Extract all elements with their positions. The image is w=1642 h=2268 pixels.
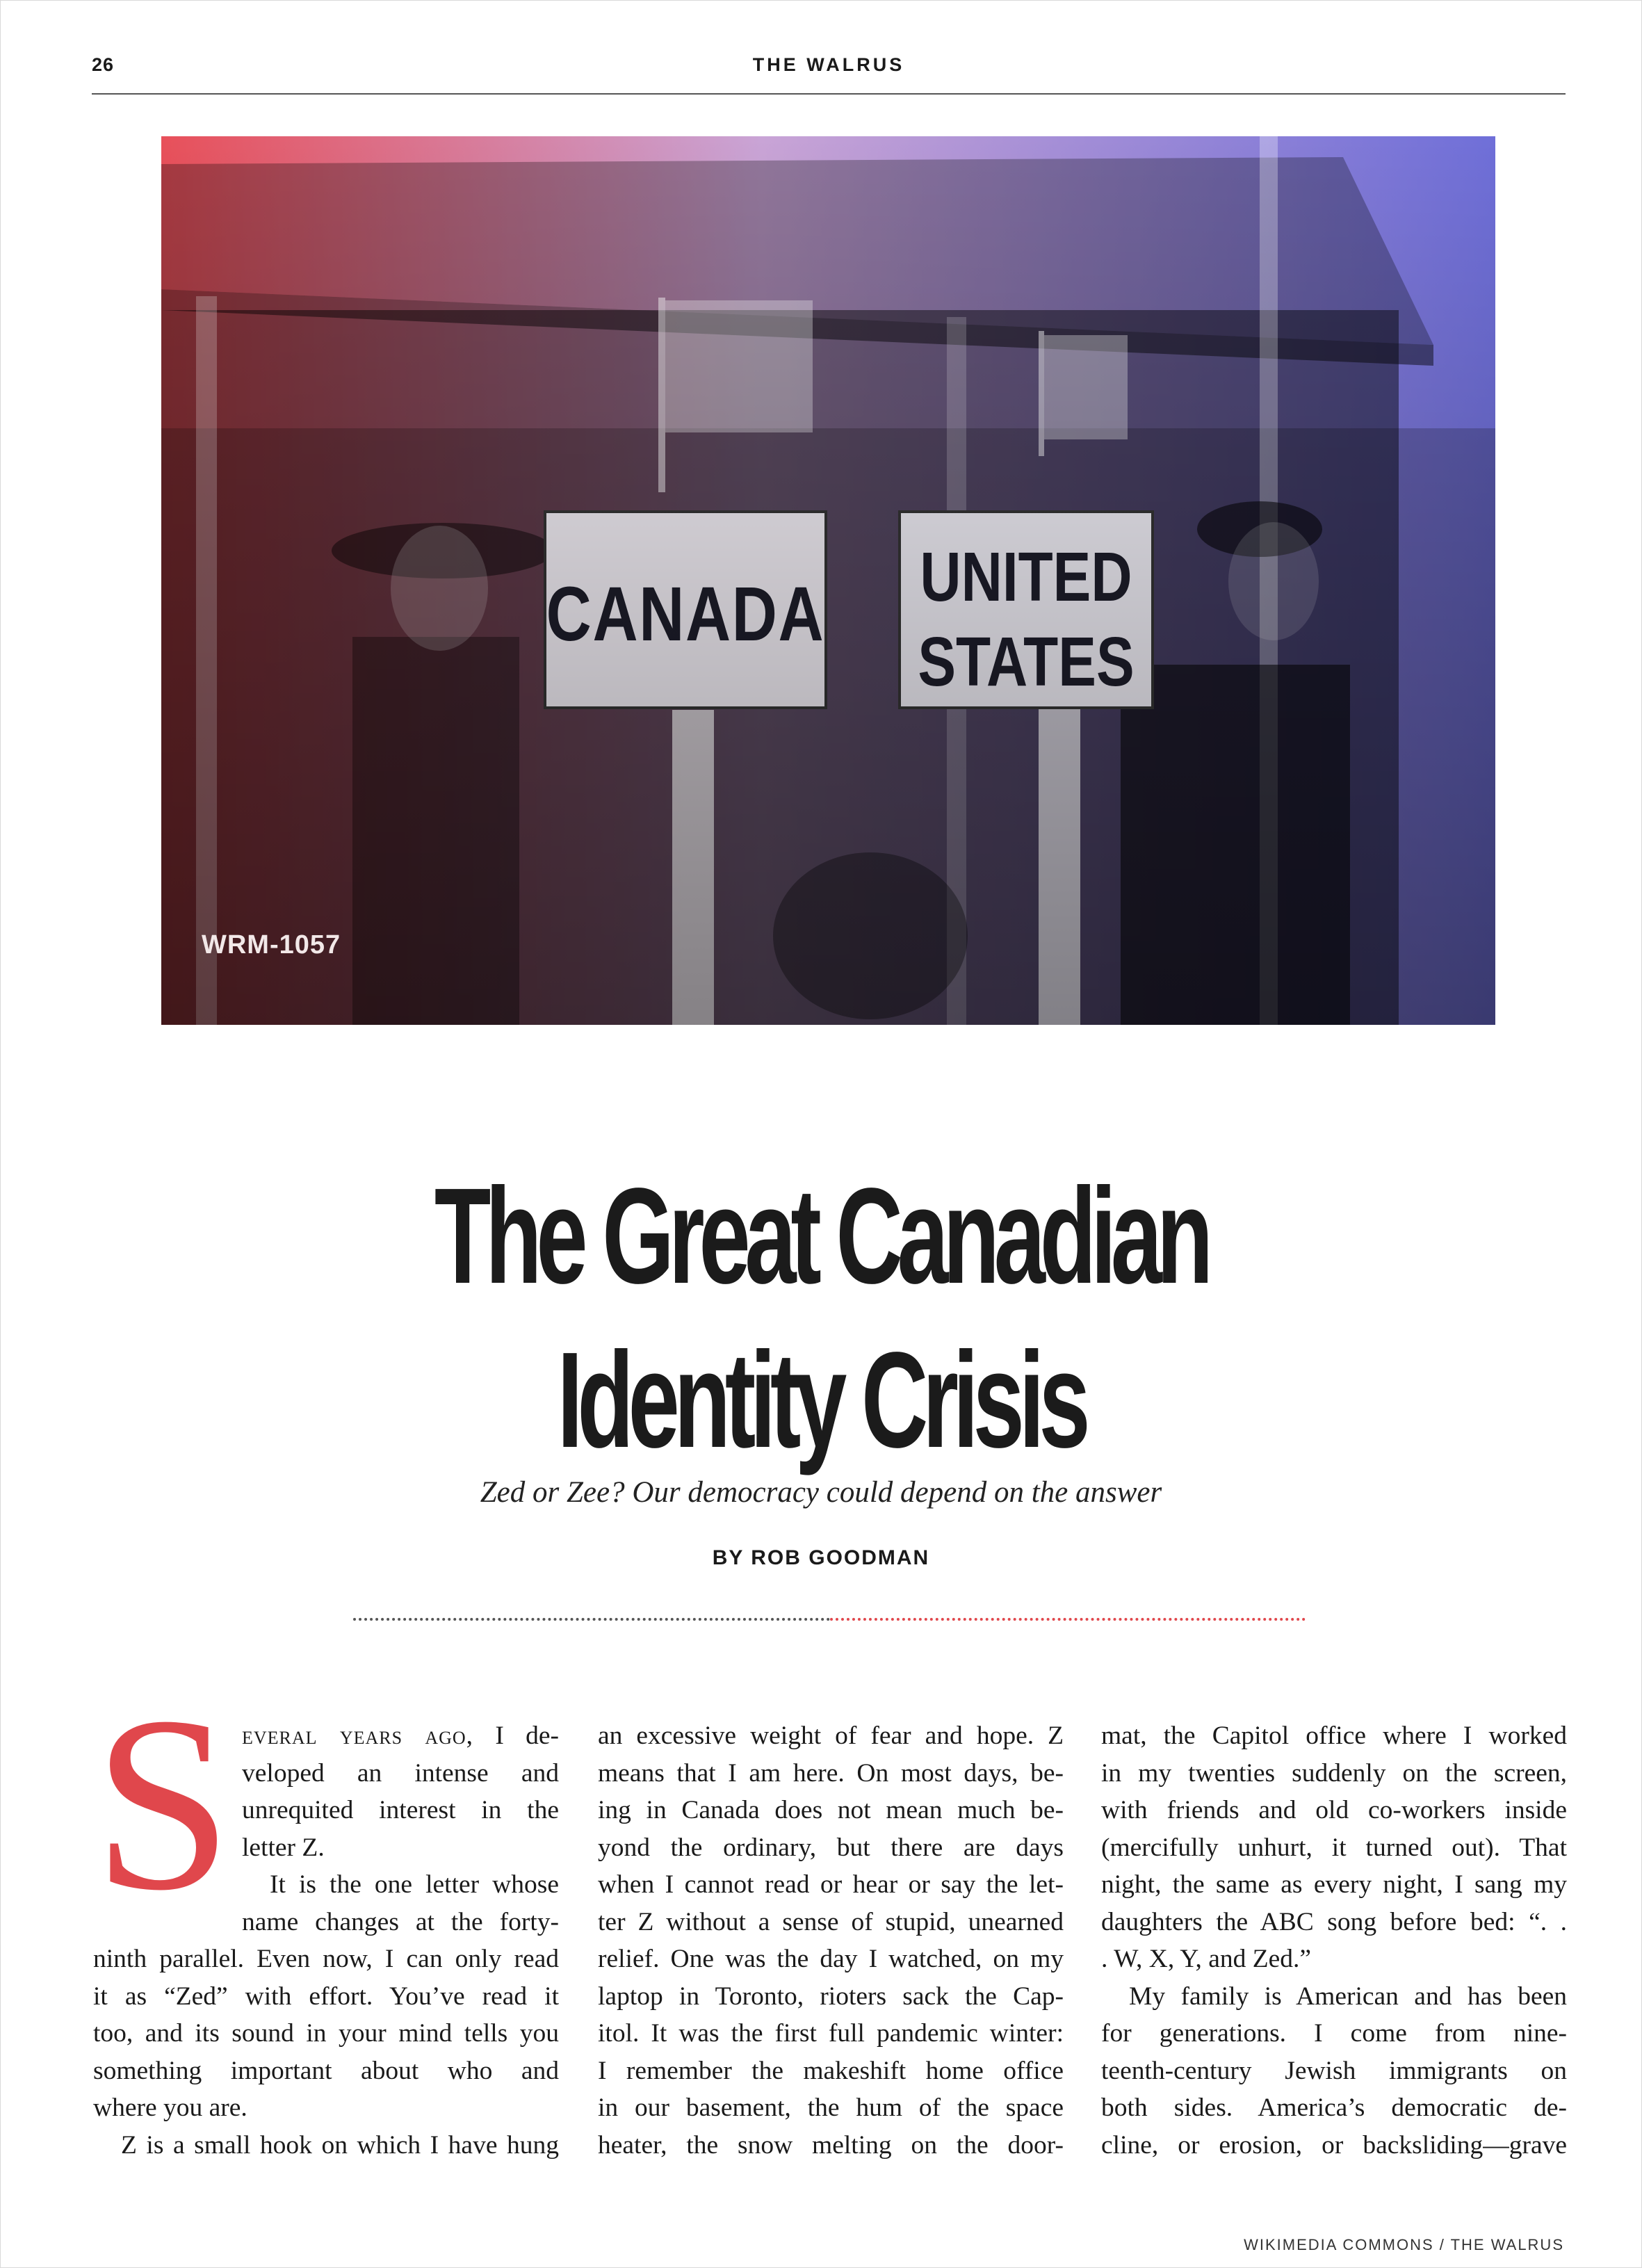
headline (357, 1154, 1285, 1482)
headline-line-1: The Great Canadian (434, 1160, 1208, 1312)
page-number: 26 (92, 54, 115, 75)
text-line: when I cannot read or hear or say the let- (598, 1870, 1064, 1899)
text-line: My family is American and has been (1129, 1982, 1567, 2011)
text-line: night, the same as every night, I sang my (1101, 1870, 1567, 1899)
dek: Zed or Zee? Our democracy could depend on the answer (480, 1476, 1162, 1509)
text-line: unrequited interest in the (242, 1796, 559, 1824)
running-head (92, 54, 1566, 95)
text-line: letter Z. (242, 1833, 325, 1862)
dotted-rule-red (830, 1618, 1306, 1621)
text-line: Z is a small hook on which I have hung (121, 2130, 559, 2160)
text-line: it as “Zed” with effort. You’ve read it (93, 1982, 559, 2011)
article-column-3 (1101, 1717, 1567, 2164)
paragraph (1101, 1717, 1567, 2164)
dotted-rule-dark (353, 1618, 830, 1621)
text-line: name changes at the forty- (242, 1907, 559, 1936)
drop-cap: S (93, 1664, 233, 1942)
text-line: in my twenties suddenly on the screen, (1101, 1758, 1567, 1788)
photo-credit: WIKIMEDIA COMMONS / THE WALRUS (1244, 2236, 1564, 2253)
text-line: an excessive weight of fear and hope. Z (598, 1722, 1064, 1750)
opening-smallcaps: everal years ago, (242, 1722, 474, 1750)
headline-line-2: Identity Crisis (557, 1324, 1085, 1476)
text-line: means that I am here. On most days, be- (598, 1758, 1064, 1788)
paragraph (598, 1717, 1064, 2164)
text-line: everal years ago, I de- (242, 1722, 560, 1750)
text-line: (mercifully unhurt, it turned out). That (1101, 1833, 1567, 1862)
text-line: heater, the snow melting on the door- (598, 2130, 1064, 2160)
text-line: too, and its sound in your mind tells you (93, 2019, 559, 2048)
photo-id-label: WRM-1057 (202, 930, 341, 959)
hero-photo (161, 136, 1495, 1025)
article-column-1 (93, 1664, 560, 2164)
text-line: with friends and old co-workers inside (1101, 1796, 1567, 1824)
text-line: ter Z without a sense of stupid, unearned (598, 1907, 1064, 1936)
text-line: It is the one letter whose (270, 1870, 559, 1899)
text-line: something important about who and (93, 2056, 559, 2085)
text-line: teenth-century Jewish immigrants on (1101, 2056, 1567, 2085)
text-line: mat, the Capitol office where I worked (1101, 1722, 1567, 1750)
text-line: laptop in Toronto, rioters sack the Cap- (598, 1982, 1064, 2011)
magazine-name: THE WALRUS (752, 54, 905, 75)
border-crossing-photo (161, 136, 1495, 1025)
text-line: in our basement, the hum of the space (598, 2093, 1064, 2122)
text-line: ing in Canada does not mean much be- (598, 1796, 1064, 1824)
text-line: both sides. America’s democratic de- (1101, 2093, 1567, 2122)
text-line: for generations. I come from nine- (1101, 2019, 1567, 2048)
text-line: veloped an intense and (242, 1758, 559, 1788)
text-line: itol. It was the first full pandemic winter: (598, 2019, 1064, 2048)
text-line: I remember the makeshift home office (598, 2056, 1064, 2085)
text-line: relief. One was the day I watched, on my (598, 1945, 1064, 1973)
text-line: daughters the ABC song before bed: “. . (1101, 1907, 1567, 1936)
article-column-2 (598, 1717, 1064, 2164)
text-line: . W, X, Y, and Zed.” (1101, 1945, 1312, 1973)
byline: BY ROB GOODMAN (712, 1546, 930, 1569)
text-line: cline, or erosion, or backsliding—grave (1101, 2130, 1567, 2160)
text-line: yond the ordinary, but there are days (598, 1833, 1064, 1862)
text-line: where you are. (93, 2093, 247, 2122)
text-line: ninth parallel. Even now, I can only read (93, 1945, 559, 1973)
